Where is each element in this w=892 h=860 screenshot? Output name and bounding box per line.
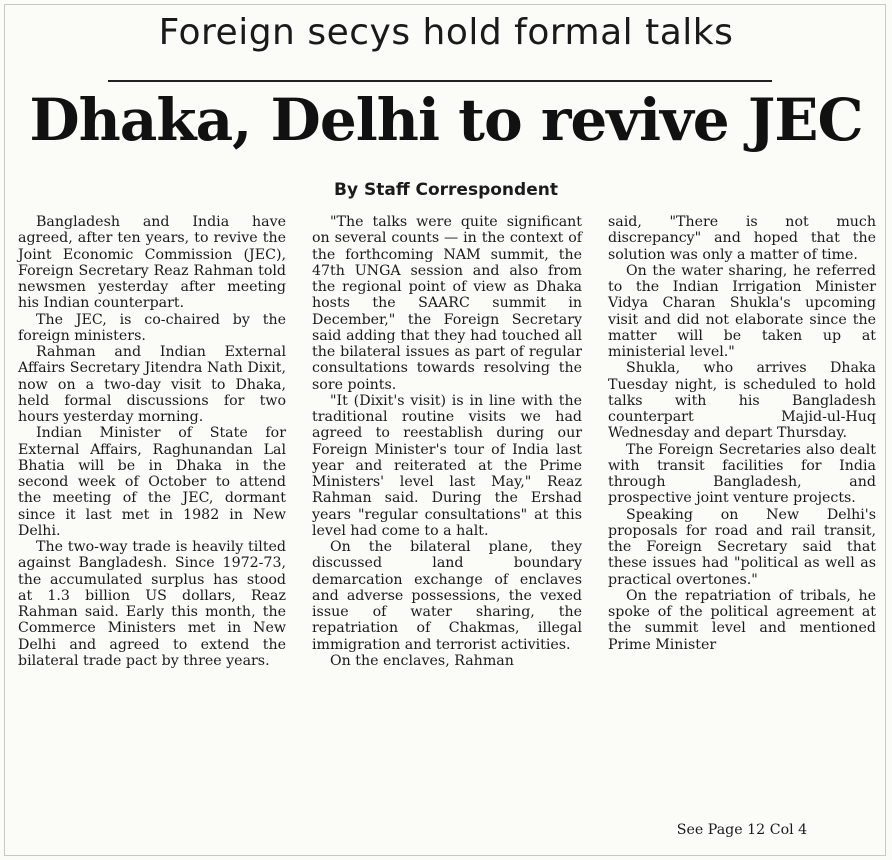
paragraph: Shukla, who arrives Dhaka Tuesday night, is scheduled to hold talks with his Bangladesh counterpart Majid-ul-Huq Wednesday and depart Thursday. <box>608 360 876 442</box>
article-column-1 <box>18 214 286 669</box>
paragraph: On the repatriation of tribals, he spoke of the political agreement at the summit level and mentioned Prime Minister <box>608 587 876 653</box>
paragraph: "It (Dixit's visit) is in line with the traditional routine visits we had agreed to reestablish during our Foreign Minister's tour of India last year and reiterated at the Prime Ministers' level last May," Reaz Rahman said. During the Ershad years "regular consultations" at this level had come to a halt. <box>312 392 582 539</box>
paragraph: On the water sharing, he referred to the Indian Irrigation Minister Vidya Charan Shukla's upcoming visit and did not elaborate since the matter will be taken up at ministerial level." <box>608 262 876 360</box>
paragraph: The two-way trade is heavily tilted against Bangladesh. Since 1972-73, the accumulated surplus has stood at 1.3 billion US dollars, Reaz Rahman said. Early this month, the Commerce Ministers met in New Delhi and agreed to extend the bilateral trade pact by three years. <box>18 539 286 669</box>
paragraph: The JEC, is co-chaired by the foreign ministers. <box>18 311 286 344</box>
paragraph: The Foreign Secretaries also dealt with transit facilities for India through Bangladesh, and prospective joint venture projects. <box>608 441 876 507</box>
main-headline: Dhaka, Delhi to revive JEC <box>29 86 863 154</box>
kicker-headline: Foreign secys hold formal talks <box>158 12 734 53</box>
paragraph: On the bilateral plane, they discussed land boundary demarcation exchange of enclaves and adverse possessions, the vexed issue of water sharing, the repatriation of Chakmas, illegal immigration and terrorist activities. <box>312 539 582 653</box>
article-column-3 <box>608 214 876 653</box>
continuation-note: See Page 12 Col 4 <box>676 822 808 838</box>
paragraph: On the enclaves, Rahman <box>330 652 514 669</box>
paragraph: Speaking on New Delhi's proposals for road and rail transit, the Foreign Secretary said that these issues had "political as well as practical overtones." <box>608 506 876 588</box>
kicker-rule <box>108 80 772 82</box>
paragraph: said, "There is not much discrepancy" and hoped that the solution was only a matter of time. <box>608 214 876 263</box>
paragraph: Rahman and Indian External Affairs Secretary Jitendra Nath Dixit, now on a two-day visit to Dhaka, held formal discussions for two hours yesterday morning. <box>18 344 286 425</box>
paragraph: Indian Minister of State for External Affairs, Raghunandan Lal Bhatia will be in Dhaka in the second week of October to attend the meeting of the JEC, dormant since it last met in 1982 in New Delhi. <box>18 425 286 539</box>
byline: By Staff Correspondent <box>334 180 558 200</box>
paragraph: Bangladesh and India have agreed, after ten years, to revive the Joint Economic Commission (JEC), Foreign Secretary Reaz Rahman told newsmen yesterday after meeting his Indian counterpart. <box>18 214 286 312</box>
paragraph: "The talks were quite significant on several counts — in the context of the forthcoming NAM summit, the 47th UNGA session and also from the regional point of view as Dhaka hosts the SAARC summit in December," the Foreign Secretary said adding that they had touched all the bilateral issues as part of regular consultations towards resolving the sore points. <box>312 214 582 393</box>
article-column-2 <box>312 214 582 669</box>
